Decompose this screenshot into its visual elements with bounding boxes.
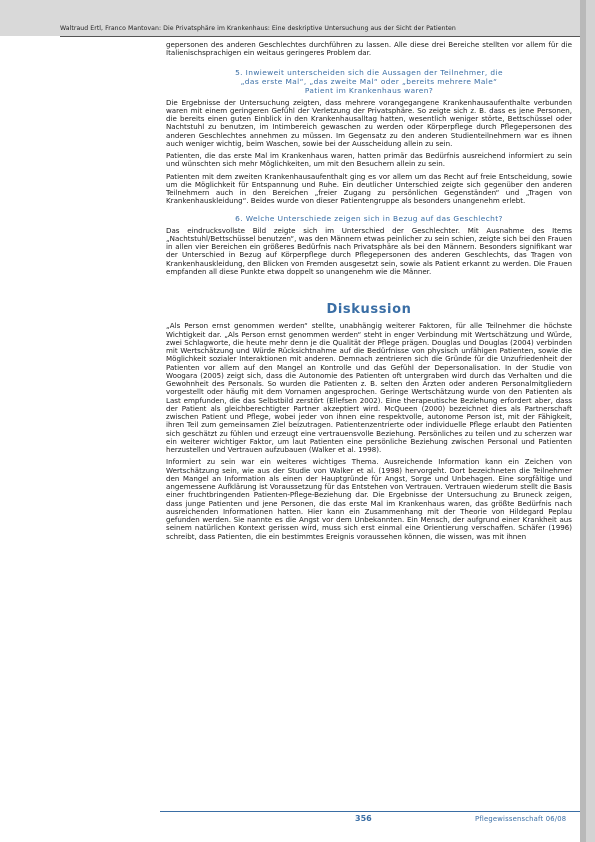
footer-divider [160,811,580,812]
intro-paragraph: gepersonen des anderen Geschlechtes durchführen zu lassen. Alle diese drei Bereiche stellten vor allem für die Italienischsprachigen ein weitaus geringeres Problem dar. [166,40,572,58]
discussion-paragraph-1: „Als Person ernst genommen werden“ stellte, unabhängig weiterer Faktoren, für alle Teilnehmer die höchste Wichtigkeit dar. „Als Person ernst genommen werden“ steht in enger Verbindung mit Wertschätzung und Würde, zwei Schlagworte, die heute mehr denn je die Qualität der Pflege prägen. Douglas und Douglas (2004) verbinden mit Wertschätzung und Würde Rücksichtnahme auf die Bedürfnisse von physisch unfähigen Patienten, sowie die Möglichkeit sozialer Interaktionen mit anderen. Demnach zentrieren sich die Gründe für die Unzufriedenheit der Patienten vor allem auf den Mangel an Kontrolle und das Gefühl der Depersonalisation. In der Studie von Woogara (2005) zeigt sich, dass die Autonomie des Patienten oft untergraben wird durch das Verhalten und die Gewohnheit des Personals. So wurden die Patienten z. B. selten den Ärzten oder anderen Personalmitgliedern vorgestellt oder häufig mit dem Vornamen angesprochen. Geringe Wertschätzung wurde von den Patienten als Last empfunden, die das Selbstbild zerstört (Ellefsen 2002). Eine therapeutische Beziehung erfordert aber, dass der Patient als gleichberechtigter Partner akzeptiert wird. McQueen (2000) bezeichnet dies als Partnerschaft zwischen Patient und Pflege, wobei jeder von ihnen eine respektvolle, autonome Person ist, mit der Fähigkeit, ihren Teil zum gemeinsamen Ziel beizutragen. Patientenzentrierte oder individuelle Pflege erlaubt den Patienten sich geschätzt zu fühlen und erzeugt eine vertrauensvolle Beziehung. Persönliches zu teilen und zu scherzen war ein weiterer wichtiger Faktor, um laut Patienten eine persönliche Beziehung zwischen Personal und Patienten herzustellen und Vertrauen aufzubauen (Walker et al. 1998). [166,321,572,454]
question-5-heading [166,68,572,95]
q6-paragraph: Das eindrucksvollste Bild zeigte sich im Unterschied der Geschlechter. Mit Ausnahme des Items „Nachtstuhl/Bettschüssel benutzen“, was den Männern etwas peinlicher zu sein schien, zeigte sich bei den Frauen in allen vier Bereichen ein größeres Bedürfnis nach Privatsphäre als bei den Männern. Besonders signifikant war der Unterschied in Bezug auf Körperpflege durch Pflegepersonen des anderen Geschlechts, das Tragen von Krankenhauskleidung, den Blicken von Fremden ausgesetzt sein, sowie als Patient erkannt zu werden. Die Frauen empfanden all diese Punkte etwa doppelt so unangenehm wie die Männer. [166,225,572,276]
q5-paragraph-2: Patienten, die das erste Mal im Krankenhaus waren, hatten primär das Bedürfnis ausreichend informiert zu sein und wünschten sich mehr Möglichkeiten, um mit den Besuchern allein zu sein. [166,151,572,169]
question-5-line-1: 5. Inwieweit unterscheiden sich die Aussagen der Teilnehmer, die [235,67,503,77]
side-margin-accent [580,0,586,842]
q5-paragraph-1: Die Ergebnisse der Untersuchung zeigten, dass mehrere vorangegangene Krankenhausaufenthalte verbunden waren mit einem geringeren Gefühl der Verletzung der Privatsphäre. So zeigte sich z. B. dass es jene Personen, die bereits einen guten Einblick in den Krankenhausalltag hatten, wesentlich weniger störte, Bettschüssel oder Nachtstuhl zu benutzen, im Intimbereich gewaschen zu werden oder Körperpflege durch Pflegepersonen des anderen Geschlechtes annehmen zu müssen. Im Gegensatz zu den anderen Studienteilnehmern war es ihnen auch weniger wichtig, beim Waschen, sowie bei der Ausscheidung allein zu sein. [166,97,572,148]
journal-name: Pflegewissenschaft 06/08 [475,815,567,823]
question-5-line-3: Patient im Krankenhaus waren? [304,85,434,95]
discussion-paragraph-2: Informiert zu sein war ein weiteres wichtiges Thema. Ausreichende Information kann ein Zeichen von Wertschätzung sein, wie aus der Studie von Walker et al. (1998) hervorgeht. Dort bezeichneten die Teilnehmer den Mangel an Information als einen der Hauptgründe für Angst, Sorge und Unbehagen. Eine sorgfältige und angemessene Aufklärung ist Voraussetzung für das Entstehen von Vertrauen. Vertrauen wiederum stellt die Basis einer fruchtbringenden Patienten-Pflege-Beziehung dar. Die Ergebnisse der Untersuchung zu Bruneck zeigen, dass junge Patienten und jene Personen, die das erste Mal im Krankenhaus waren, das größte Bedürfnis nach ausreichenden Informationen hatten. Hier kann ein Zusammenhang mit der Theorie von Hildegard Peplau gefunden werden. Sie nannte es die Angst vor dem Unbekannten. Ein Mensch, der aufgrund einer Krankheit aus seinem natürlichen Kontext gerissen wird, muss sich erst einmal eine Orientierung verschaffen. Schäfer (1996) schreibt, dass Patienten, die ein bestimmtes Ereignis voraussehen können, die wissen, was mit ihnen [166,457,572,541]
section-heading-diskussion: Diskussion [326,302,412,317]
question-5-line-2: „das erste Mal“, „das zweite Mal“ oder „bereits mehrere Male“ [240,76,498,86]
q5-paragraph-3: Patienten mit dem zweiten Krankenhausaufenthalt ging es vor allem um das Recht auf freie Entscheidung, sowie um die Möglichkeit für Entspannung und Ruhe. Ein deutlicher Unterschied zeigte sich gegenüber den anderen Teilnehmern auch in den Bereichen „freier Zugang zu persönlichen Gegenständen“ und „Tragen von Krankenhauskleidung“. Beides wurde von dieser Patientengruppe als besonders unangenehm erlebt. [166,171,572,206]
header-divider [60,36,580,37]
question-6-heading: 6. Welche Unterschiede zeigen sich in Bezug auf das Geschlecht? [235,213,503,223]
running-title: Waltraud Ertl, Franco Mantovan: Die Privatsphäre im Krankenhaus: Eine deskriptive Untersuchung aus der Sicht der Patienten [60,25,456,32]
article-body [166,41,572,545]
page-number: 356 [355,814,372,823]
